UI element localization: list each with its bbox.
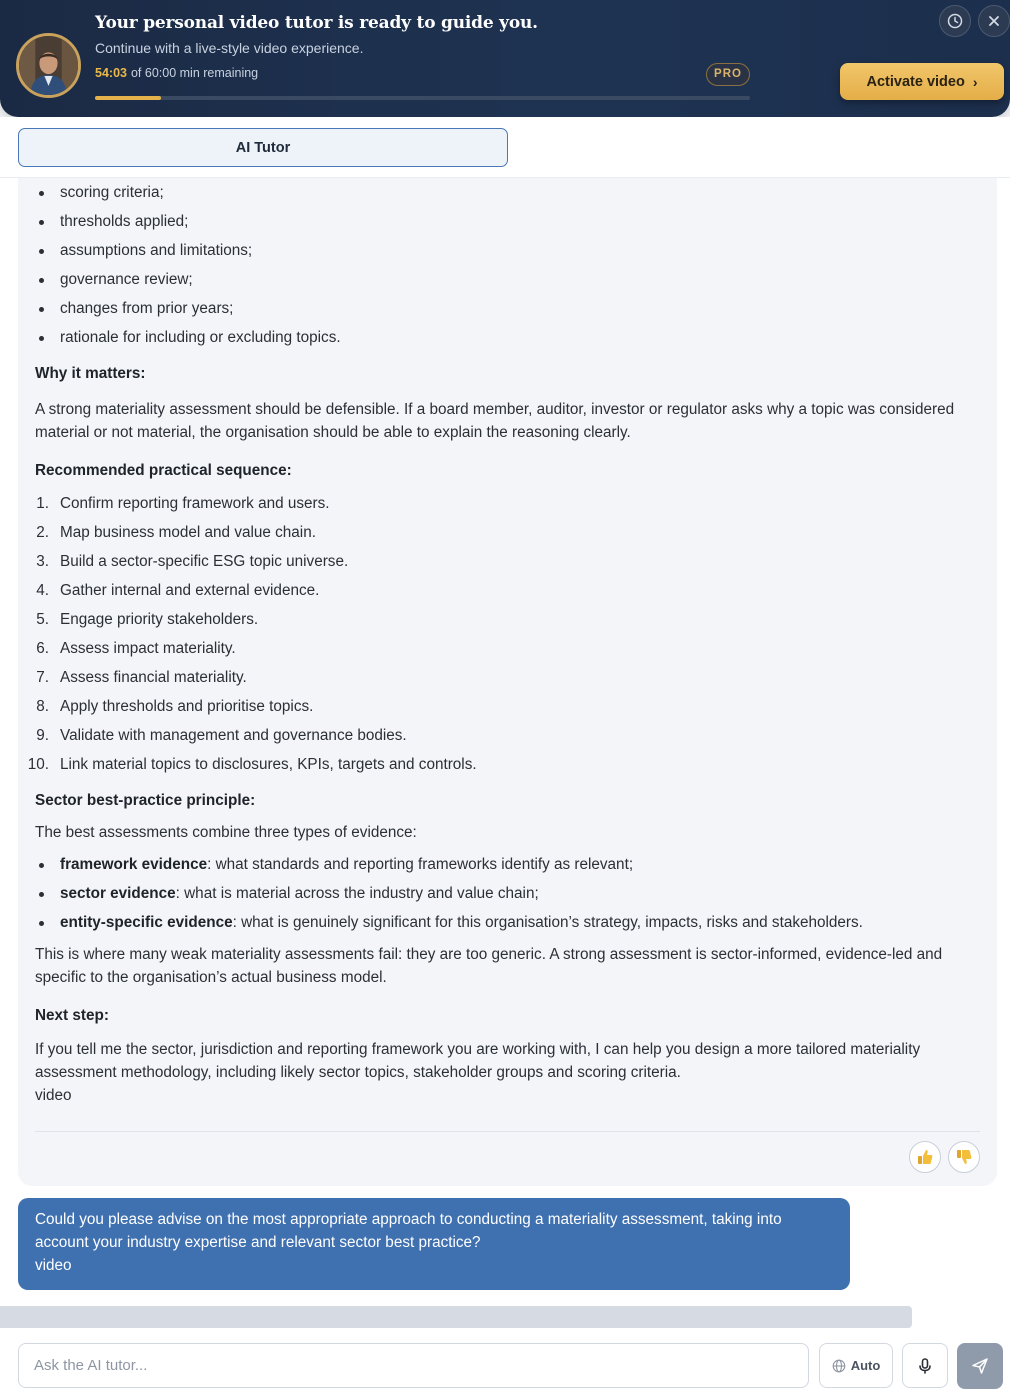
activate-video-label: Activate video xyxy=(866,73,965,90)
step-text: Build a sector-specific ESG topic universe. xyxy=(60,553,349,570)
video-tag: video xyxy=(35,1087,72,1104)
list-item xyxy=(35,908,980,937)
principle-closing: This is where many weak materiality assessments fail: they are too generic. A strong assessment is sector-informed, evidence-led and specific to the organisation’s actual business model. xyxy=(35,946,943,986)
chevron-right-icon: › xyxy=(972,73,978,90)
clock-icon xyxy=(947,13,963,29)
step-number: 3. xyxy=(36,553,49,570)
sequence-step xyxy=(35,634,980,663)
principle-heading: Sector best-practice principle: xyxy=(35,792,256,809)
evidence-term: entity-specific evidence xyxy=(60,914,233,931)
user-message-text: Could you please advise on the most appropriate approach to conducting a materiality assessment, taking into account your industry expertise and relevant sector best practice? xyxy=(35,1211,782,1251)
sequence-step xyxy=(35,692,980,721)
user-message xyxy=(18,1198,850,1290)
sequence-step xyxy=(35,489,980,518)
horizontal-scrollbar[interactable] xyxy=(0,1306,912,1328)
assistant-message-body xyxy=(27,178,980,1107)
time-progress-fill xyxy=(95,96,161,100)
thumbs-up-button[interactable] xyxy=(909,1141,941,1173)
sequence-step xyxy=(35,605,980,634)
evidence-term: framework evidence xyxy=(60,856,208,873)
step-number: 1. xyxy=(36,495,49,512)
message-divider xyxy=(35,1131,980,1132)
microphone-button[interactable] xyxy=(902,1343,948,1388)
activate-video-button[interactable] xyxy=(840,63,1004,100)
auto-label: Auto xyxy=(850,1358,881,1373)
time-progress-bar xyxy=(95,96,750,100)
send-icon xyxy=(971,1357,989,1375)
language-auto-button[interactable] xyxy=(819,1343,893,1388)
step-text: Assess impact materiality. xyxy=(60,640,236,657)
step-number: 8. xyxy=(36,698,49,715)
next-step-heading: Next step: xyxy=(35,1007,109,1024)
video-tutor-banner xyxy=(0,0,1010,117)
list-item: changes from prior years; xyxy=(35,294,980,323)
banner-title: Your personal video tutor is ready to guide you. xyxy=(95,13,538,33)
step-text: Map business model and value chain. xyxy=(60,524,316,541)
list-item: rationale for including or excluding topics. xyxy=(35,323,980,352)
step-number: 2. xyxy=(36,524,49,541)
list-item: thresholds applied; xyxy=(35,207,980,236)
principle-intro: The best assessments combine three types of evidence: xyxy=(35,824,417,841)
close-banner-button[interactable] xyxy=(978,5,1010,37)
sequence-step xyxy=(35,576,980,605)
time-total: of 60:00 min remaining xyxy=(130,66,259,80)
step-text: Confirm reporting framework and users. xyxy=(60,495,330,512)
why-heading: Why it matters: xyxy=(35,365,146,382)
step-number: 7. xyxy=(36,669,49,686)
assistant-message xyxy=(18,178,997,1186)
step-text: Assess financial materiality. xyxy=(60,669,247,686)
tab-ai-tutor[interactable]: AI Tutor xyxy=(18,128,508,167)
step-text: Apply thresholds and prioritise topics. xyxy=(60,698,314,715)
banner-subtitle: Continue with a live-style video experience. xyxy=(95,40,364,56)
microphone-icon xyxy=(916,1357,934,1375)
step-text: Validate with management and governance bodies. xyxy=(60,727,407,744)
step-number: 9. xyxy=(36,727,49,744)
evidence-term: sector evidence xyxy=(60,885,176,902)
thumbs-up-icon xyxy=(915,1147,935,1167)
list-item: assumptions and limitations; xyxy=(35,236,980,265)
history-button[interactable] xyxy=(939,5,971,37)
time-elapsed: 54:03 xyxy=(95,66,127,80)
step-number: 10. xyxy=(27,756,49,773)
composer-bar xyxy=(0,1328,1010,1400)
sequence-step xyxy=(35,663,980,692)
step-text: Link material topics to disclosures, KPIs, targets and controls. xyxy=(60,756,477,773)
sequence-heading: Recommended practical sequence: xyxy=(35,462,292,479)
step-text: Gather internal and external evidence. xyxy=(60,582,320,599)
thumbs-down-button[interactable] xyxy=(948,1141,980,1173)
video-tag: video xyxy=(35,1257,72,1274)
thumbs-down-icon xyxy=(954,1147,974,1167)
tab-bar xyxy=(0,117,1010,178)
step-number: 6. xyxy=(36,640,49,657)
sequence-step xyxy=(35,721,980,750)
evidence-text: : what standards and reporting frameworks identify as relevant; xyxy=(207,856,634,873)
sequence-step xyxy=(35,518,980,547)
sequence-step xyxy=(27,750,980,779)
step-number: 5. xyxy=(36,611,49,628)
chat-input[interactable] xyxy=(18,1343,809,1388)
evidence-text: : what is genuinely significant for this organisation’s strategy, impacts, risks and stakeholders. xyxy=(232,914,863,931)
list-item xyxy=(35,879,980,908)
close-icon xyxy=(986,13,1002,29)
sequence-step xyxy=(35,547,980,576)
globe-icon xyxy=(832,1359,846,1373)
step-number: 4. xyxy=(36,582,49,599)
send-button[interactable] xyxy=(957,1343,1003,1389)
sequence-list xyxy=(27,489,980,779)
list-item xyxy=(35,850,980,879)
time-remaining xyxy=(95,66,258,80)
list-item: scoring criteria; xyxy=(35,178,980,207)
tutor-avatar xyxy=(16,33,81,98)
pro-badge: PRO xyxy=(706,63,750,86)
list-item: governance review; xyxy=(35,265,980,294)
next-step-paragraph: If you tell me the sector, jurisdiction and reporting framework you are working with, I can help you design a more tailored materiality assessment methodology, including likely sector topics, stakeholder groups and scoring criteria. xyxy=(35,1041,921,1081)
evidence-text: : what is material across the industry and value chain; xyxy=(175,885,539,902)
step-text: Engage priority stakeholders. xyxy=(60,611,259,628)
why-paragraph: A strong materiality assessment should be defensible. If a board member, auditor, investor or regulator asks why a topic was considered material or not material, the organisation should be able to explain the reasoning clearly. xyxy=(35,401,955,441)
